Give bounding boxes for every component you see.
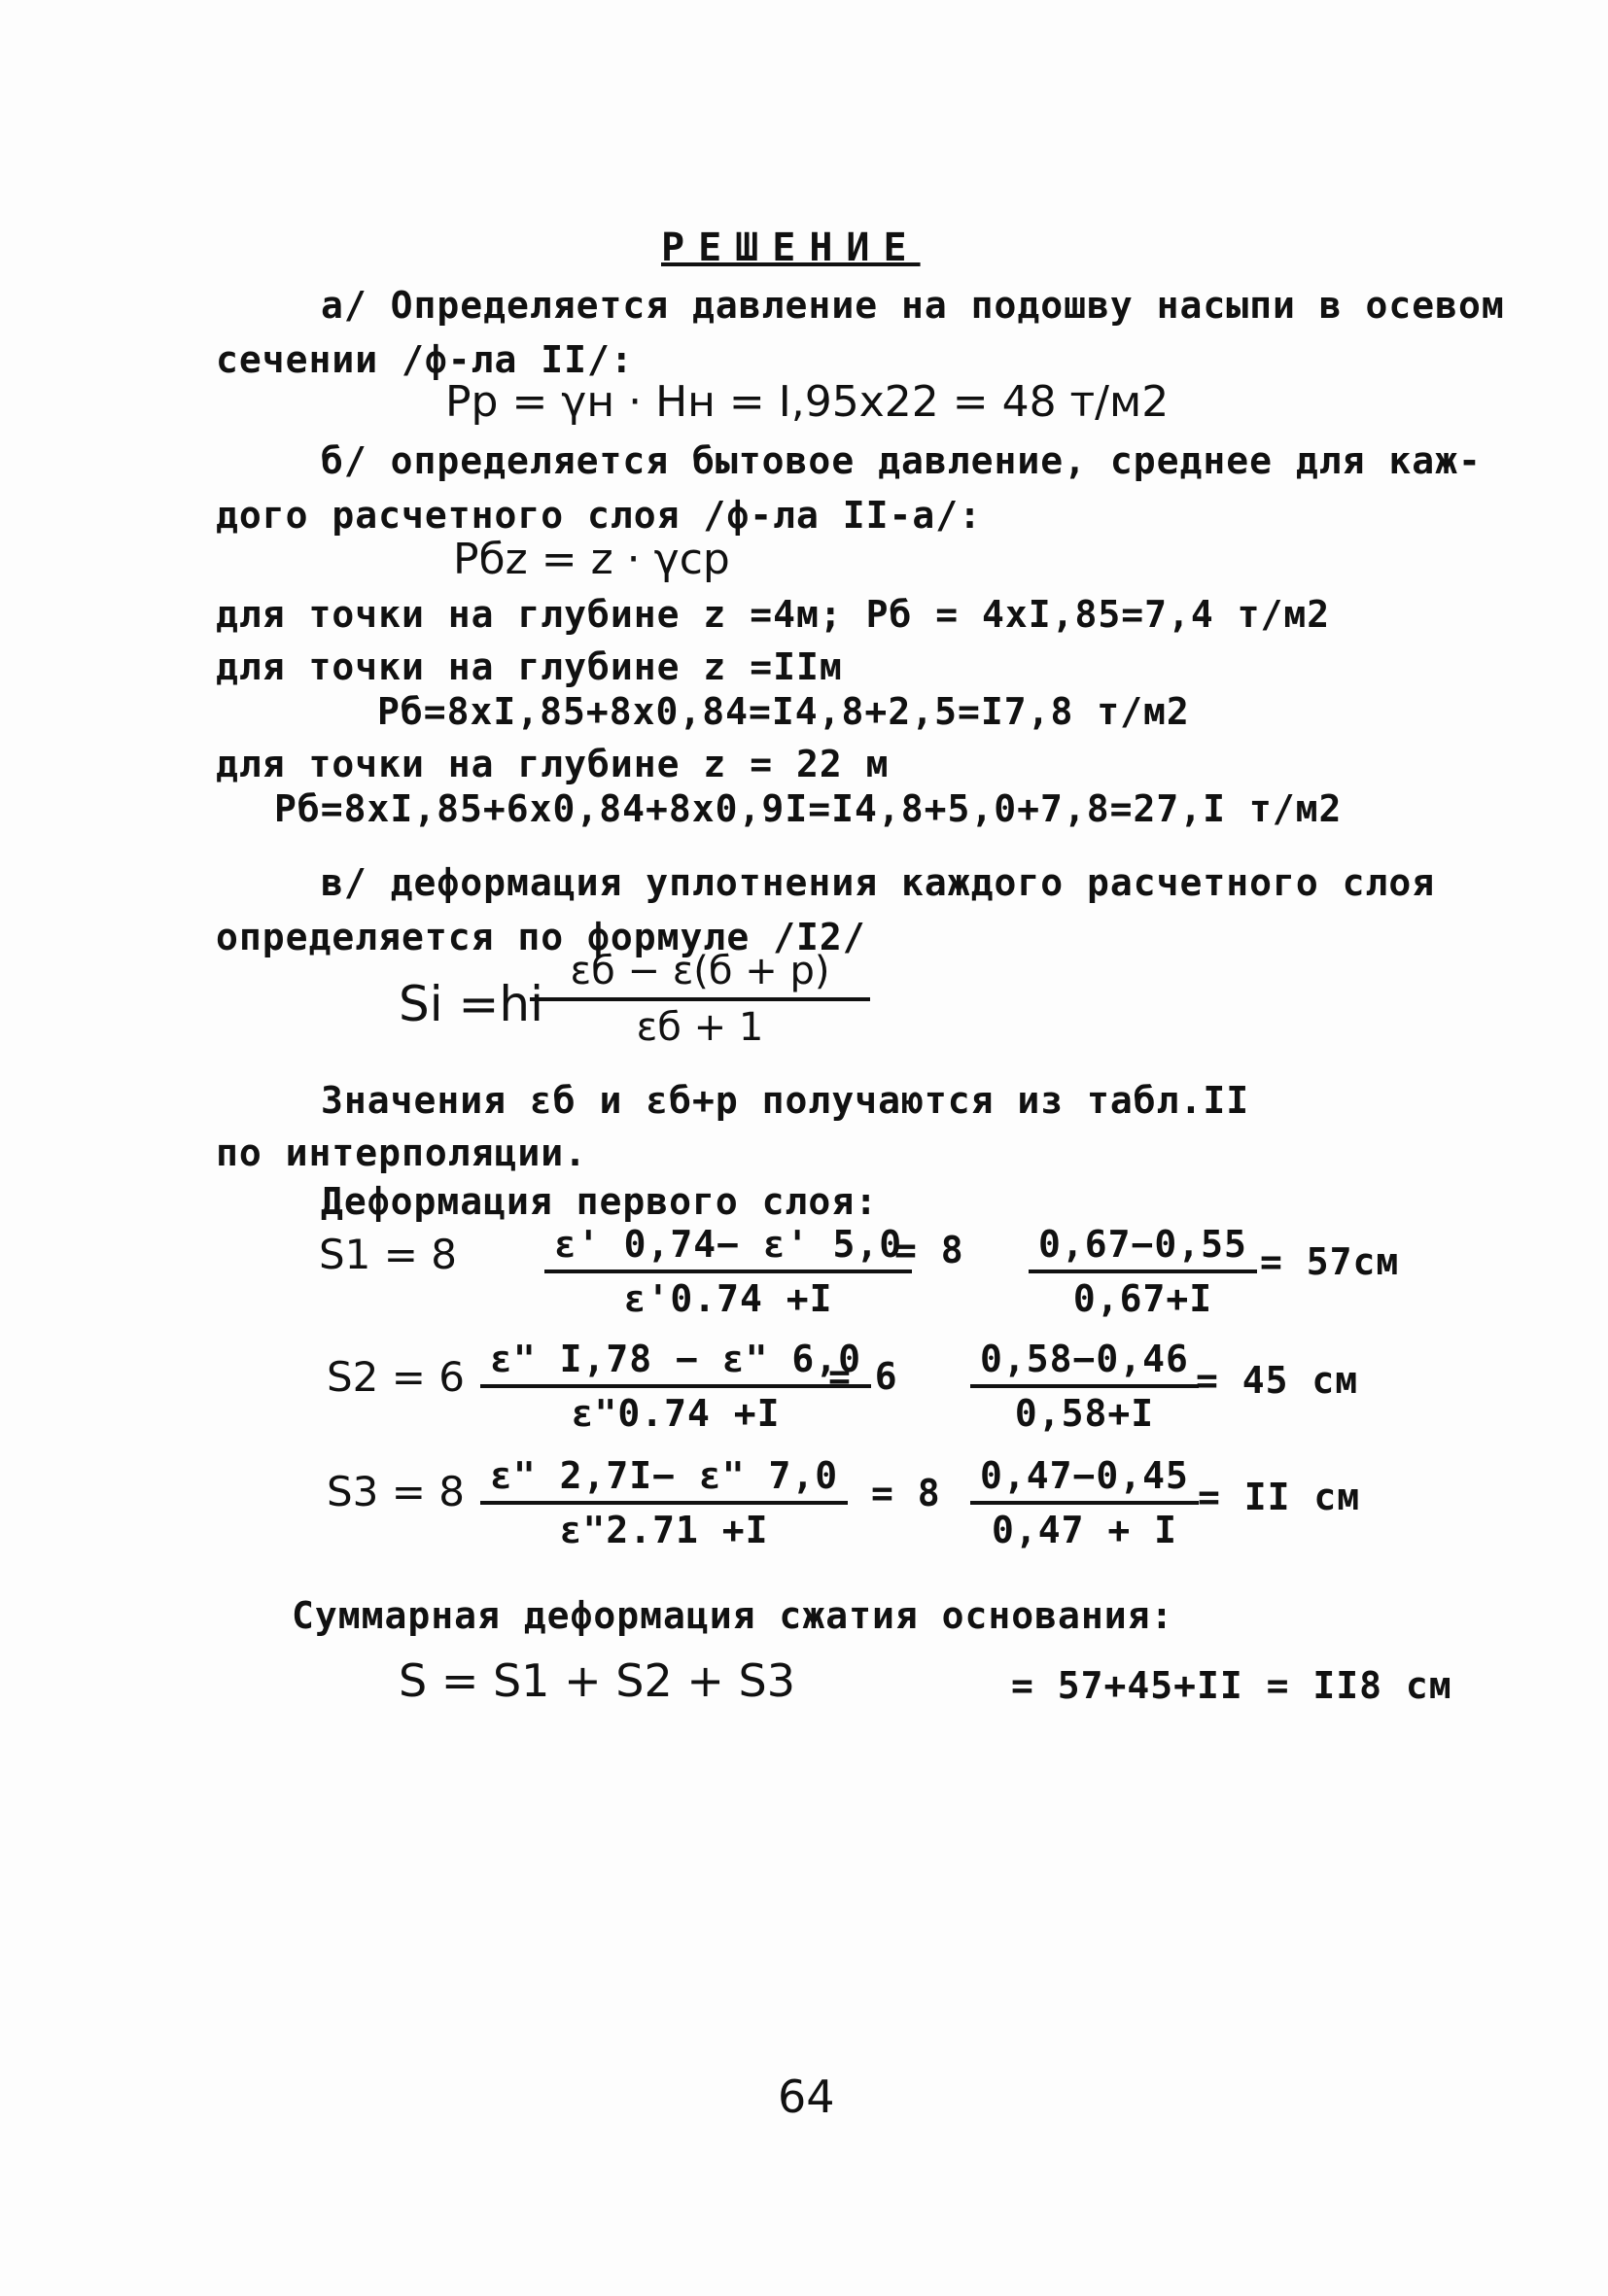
s1-result: = 57см bbox=[1260, 1240, 1400, 1283]
s2-denominator2: 0,58+I bbox=[1014, 1392, 1155, 1435]
formula-pressure-base: Рр = γн · Нн = I,95x22 = 48 т/м2 bbox=[445, 377, 1170, 427]
section-b-line2: дого расчетного слоя /ф-ла II-а/: bbox=[216, 494, 982, 537]
depth3-calc: Рб=8xI,85+6x0,84+8x0,9I=I4,8+5,0+7,8=27,I т/м2 bbox=[274, 787, 1343, 830]
section-a-line1: а/ Определяется давление на подошву насыпи в осевом bbox=[321, 284, 1505, 327]
section-c-line1: в/ деформация уплотнения каждого расчетного слоя bbox=[321, 861, 1436, 904]
total-result: = 57+45+II = II8 см bbox=[1011, 1664, 1452, 1707]
section-c-line2: определяется по формуле /I2/ bbox=[216, 916, 866, 958]
s2-fraction bbox=[480, 1338, 871, 1435]
s1-fraction bbox=[544, 1223, 912, 1320]
s2-fraction2 bbox=[970, 1338, 1199, 1435]
s3-numerator2: 0,47−0,45 bbox=[970, 1454, 1199, 1505]
s1-denominator2: 0,67+I bbox=[1072, 1277, 1213, 1320]
values-intro-line: Значения εб и εб+р получаются из табл.II bbox=[321, 1079, 1250, 1122]
s1-lhs: S1 = 8 bbox=[319, 1231, 457, 1278]
s3-denominator2: 0,47 + I bbox=[991, 1509, 1177, 1551]
section-b-line1: б/ определяется бытовое давление, среднее для каж- bbox=[321, 439, 1482, 482]
s1-denominator: ε'0.74 +I bbox=[623, 1277, 833, 1320]
total-formula: S = S1 + S2 + S3 bbox=[399, 1654, 795, 1707]
formula-deformation-fraction bbox=[530, 949, 870, 1050]
s3-numerator: ε" 2,7I− ε" 7,0 bbox=[480, 1454, 848, 1505]
depth1-line: для точки на глубине z =4м; Рб = 4xI,85=7,4 т/м2 bbox=[216, 593, 1331, 636]
page-number: 64 bbox=[778, 2070, 835, 2123]
s2-numerator2: 0,58−0,46 bbox=[970, 1338, 1199, 1388]
section-a-line2: сечении /ф-ла II/: bbox=[216, 338, 634, 381]
depth3-line: для точки на глубине z = 22 м bbox=[216, 743, 890, 785]
formula-deformation-numerator: εб − ε(б + р) bbox=[530, 949, 870, 1001]
s2-numerator: ε" I,78 − ε" 6,0 bbox=[480, 1338, 871, 1388]
s2-denominator: ε"0.74 +I bbox=[571, 1392, 781, 1435]
s3-result: = II см bbox=[1198, 1476, 1361, 1518]
s3-denominator: ε"2.71 +I bbox=[559, 1509, 769, 1551]
depth2-line: для точки на глубине z =IIм bbox=[216, 645, 843, 688]
s3-fraction bbox=[480, 1454, 848, 1551]
s3-lhs: S3 = 8 bbox=[327, 1468, 465, 1515]
s2-mid: = 6 bbox=[828, 1355, 898, 1398]
formula-deformation-denominator: εб + 1 bbox=[636, 1005, 764, 1050]
s2-lhs: S2 = 6 bbox=[327, 1353, 465, 1401]
depth2-calc: Рб=8xI,85+8x0,84=I4,8+2,5=I7,8 т/м2 bbox=[377, 690, 1190, 733]
values-intro-line2: по интерполяции. bbox=[216, 1131, 588, 1174]
s1-fraction2 bbox=[1029, 1223, 1257, 1320]
formula-deformation-lhs: Si =hi bbox=[399, 976, 543, 1032]
s1-numerator: ε' 0,74− ε' 5,0 bbox=[544, 1223, 912, 1273]
s2-result: = 45 см bbox=[1196, 1359, 1359, 1402]
s1-numerator2: 0,67−0,55 bbox=[1029, 1223, 1257, 1273]
s3-fraction2 bbox=[970, 1454, 1199, 1551]
formula-natural-pressure: Рбz = z · γср bbox=[453, 535, 730, 584]
layer1-title: Деформация первого слоя: bbox=[321, 1180, 879, 1223]
s1-mid: = 8 bbox=[894, 1229, 964, 1271]
s3-mid: = 8 bbox=[871, 1472, 941, 1514]
solution-title: РЕШЕНИЕ bbox=[661, 226, 921, 270]
total-title: Суммарная деформация сжатия основания: bbox=[292, 1594, 1174, 1637]
